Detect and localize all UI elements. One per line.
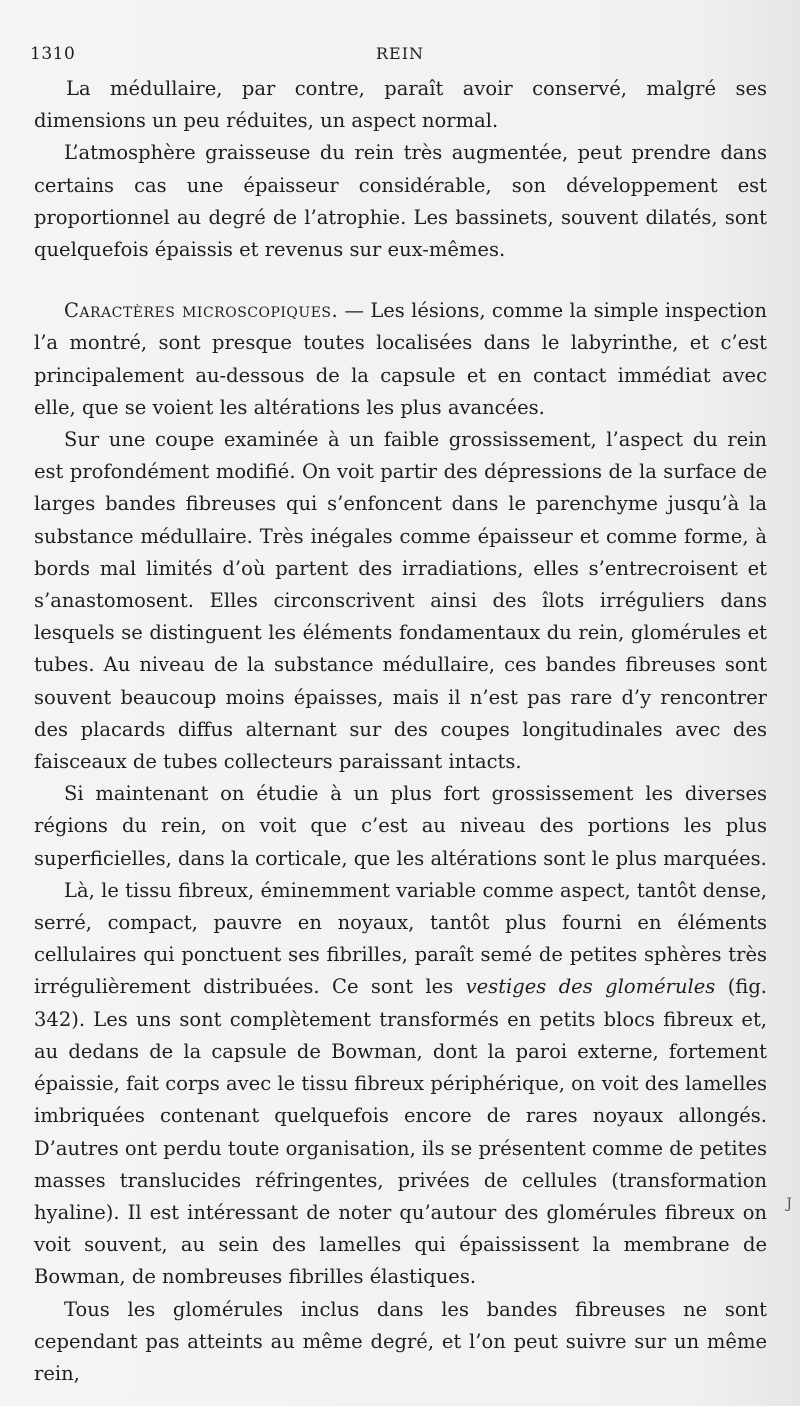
- paragraph-section: [34, 295, 767, 424]
- paragraph-text: La médullaire, par contre, paraît avoir conservé, malgré ses dimensions un peu réduites, un aspect normal.: [34, 77, 767, 133]
- running-title: REIN: [375, 44, 425, 63]
- paragraph: [34, 1294, 767, 1391]
- paragraph-text: Tous les glomérules inclus dans les bandes fibreuses ne sont cependant pas atteints au même degré, et l’on peut suivre sur un même rein,: [34, 1297, 767, 1385]
- paragraph-text: (fig. 342). Les uns sont complètement transformés en petits blocs fibreux et, au dedans de la capsule de Bowman, dont la paroi externe, fortement épaissie, fait corps avec le tissu fibreux périphérique, on voit des lamelles imbriquées contenant quelquefois encore de rares noyaux allongés. D’autres ont perdu toute organisation, ils se présentent comme de petites masses translucides réfringentes, privées de cellules (transformation hyaline). Il est intéressant de noter qu’autour des glomérules fibreux on voit souvent, au sein des lamelles qui épaississent la membrane de Bowman, de nombreuses fibrilles élastiques.: [34, 975, 767, 1289]
- margin-mark: J: [786, 1196, 792, 1212]
- paragraph-text: Si maintenant on étudie à un plus fort grossissement les diverses régions du rein, on voit que c’est au niveau des portions les plus superficielles, dans la corticale, que les altérations sont le plus marquées.: [34, 782, 767, 870]
- paragraph-text: Sur une coupe examinée à un faible grossissement, l’aspect du rein est profondément modifié. On voit partir des dépressions de la surface de larges bandes fibreuses qui s’enfoncent dans le parenchyme jusqu’à la substance médullaire. Très inégales comme épaisseur et comme forme, à bords mal limités d’où partent des irradiations, elles s’entrecroisent et s’anastomosent. Elles circonscrivent ainsi des îlots irréguliers dans lesquels se distinguent les éléments fondamentaux du rein, glomérules et tubes. Au niveau de la substance médullaire, ces bandes fibreuses sont souvent beaucoup moins épaisses, mais il n’est pas rare d’y rencontrer des placards diffus alternant sur des coupes longitudinales avec des faisceaux de tubes collecteurs paraissant intacts.: [34, 428, 767, 774]
- page-header: [30, 44, 770, 68]
- page-number: 1310: [30, 44, 76, 64]
- paragraph-text: — Les lésions, comme la simple inspection l’a montré, sont presque toutes localisées dans le labyrinthe, et c’est principalement au-dessous de la capsule et en contact immédiat avec elle, que se voient les altérations les plus avancées.: [34, 299, 767, 419]
- paragraph-text: Là, le tissu fibreux, éminemment variable comme aspect, tantôt dense, serré, compact, pauvre en noyaux, tantôt plus fourni en éléments cellulaires qui ponctuent ses fibrilles, paraît semé de petites sphères très irrégulièrement distribuées. Ce sont les: [34, 878, 767, 999]
- body-text: [34, 73, 767, 1390]
- paragraph: [34, 137, 767, 266]
- paragraph: [34, 778, 767, 875]
- paragraph-text: L’atmosphère graisseuse du rein très augmentée, peut prendre dans certains cas une épaisseur considérable, son développement est proportionnel au degré de l’atrophie. Les bassinets, souvent dilatés, sont quelquefois épaissis et revenus sur eux-mêmes.: [34, 141, 767, 262]
- paragraph: [34, 424, 767, 778]
- italic-term: vestiges des glomérules: [465, 975, 716, 999]
- paragraph: [34, 73, 767, 137]
- paragraph: [34, 875, 767, 1294]
- section-title: Caractères microscopiques.: [64, 299, 339, 323]
